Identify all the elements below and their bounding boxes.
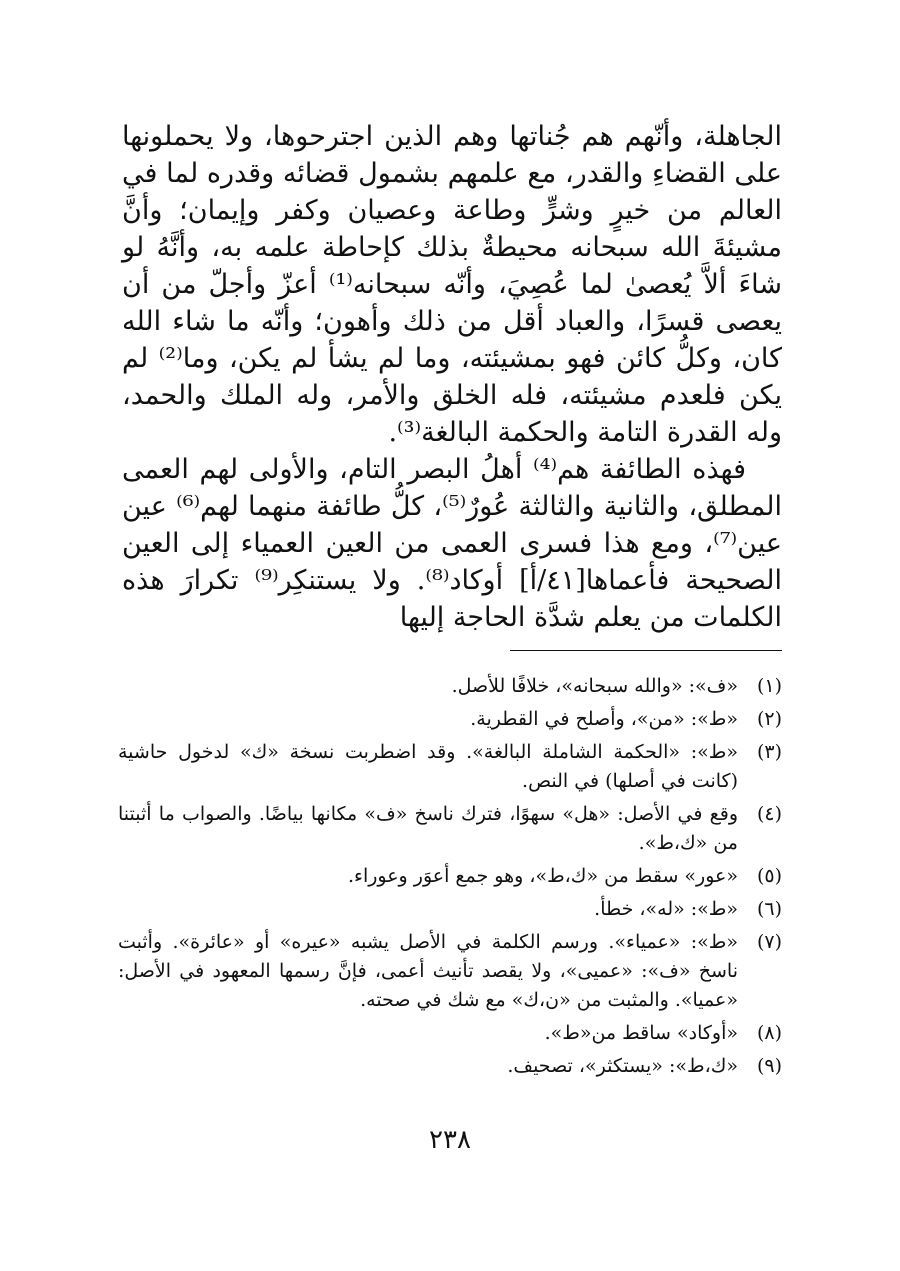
footnote-2 xyxy=(118,705,782,734)
footnote-text: «أوكاد» ساقط من«ط». xyxy=(544,1022,738,1044)
paragraph-1: الجاهلة، وأنّهم هم جُناتها وهم الذين اجترحوها، ولا يحملونها على القضاءِ والقدر، مع علمهم بشمول قضائه وقدره لما في العالم من خيرٍ وشرٍّ وطاعة وعصيان وكفر وإيمان؛ وأنَّ مشيئةَ الله سبحانه محيطةٌ بذلك كإحاطة علمه به، وأنَّهُ لو شاءَ ألاَّ يُعصىٰ لما عُصِيَ، وأنّه سبحانه⁽¹⁾ أعزّ وأجلّ من أن يعصى قسرًا، والعباد أقل من ذلك وأهون؛ وأنّه ما شاء الله كان، وكلُّ كائن فهو بمشيئته، وما لم يشأ لم يكن، وما⁽²⁾ لم يكن فلعدم مشيئته، فله الخلق والأمر، وله الملك والحمد، وله القدرة التامة والحكمة البالغة⁽³⁾. xyxy=(122,121,782,448)
footnote-number: (٦) xyxy=(756,898,782,920)
footnote-text: وقع في الأصل: «هل» سهوًا، فترك ناسخ «ف» مكانها بياضًا. والصواب ما أثبتنا من «ك،ط». xyxy=(118,803,738,854)
footnote-number: (٨) xyxy=(756,1022,782,1044)
footnote-text: «ط»: «الحكمة الشاملة البالغة». وقد اضطربت نسخة «ك» لدخول حاشية (كانت في أصلها) في النص. xyxy=(118,741,738,792)
footnote-divider xyxy=(510,650,782,651)
footnote-number: (٢) xyxy=(756,708,782,730)
footnote-number: (٥) xyxy=(756,865,782,887)
footnote-3 xyxy=(118,738,782,796)
footnote-text: «ط»: «له»، خطأ. xyxy=(594,898,738,920)
footnote-number: (٤) xyxy=(756,803,782,825)
footnote-number: (٩) xyxy=(756,1055,782,1077)
footnote-7 xyxy=(118,928,782,1015)
footnote-1 xyxy=(118,672,782,701)
footnote-text: «ط»: «من»، وأصلح في القطرية. xyxy=(470,708,738,730)
footnote-text: «عور» سقط من «ك،ط»، وهو جمع أعوَر وعوراء. xyxy=(347,865,738,887)
footnote-text: «ك،ط»: «يستكثر»، تصحيف. xyxy=(507,1055,738,1077)
footnote-9 xyxy=(118,1052,782,1081)
footnote-number: (٧) xyxy=(756,931,782,953)
footnote-5 xyxy=(118,862,782,891)
paragraph-2: فهذه الطائفة هم⁽⁴⁾ أهلُ البصر التام، والأولى لهم العمى المطلق، والثانية والثالثة عُورٌ⁽⁵⁾، كلُّ طائفة منهما لهم⁽⁶⁾ عين عين⁽⁷⁾، ومع هذا فسرى العمى من العين العمياء إلى العين الصحيحة فأعماها[٤١/أ] أوكاد⁽⁸⁾. ولا يستنكِر⁽⁹⁾ تكرارَ هذه الكلمات من يعلم شدَّة الحاجة إليها xyxy=(122,454,782,633)
main-text-body xyxy=(122,118,782,636)
footnote-text: «ف»: «والله سبحانه»، خلافًا للأصل. xyxy=(451,675,738,697)
footnotes-list xyxy=(118,672,782,1085)
footnote-text: «ط»: «عمياء». ورسم الكلمة في الأصل يشبه «عيره» أو «عائرة». وأثبت ناسخ «ف»: «عميى»، ولا يقصد تأنيث أعمى، فإنَّ رسمها المعهود في الأصل: «عميا». والمثبت من «ن،ك» مع شك في صحته. xyxy=(118,931,738,1011)
footnote-4 xyxy=(118,800,782,858)
footnote-8 xyxy=(118,1019,782,1048)
footnote-6 xyxy=(118,895,782,924)
page-number: ٢٣٨ xyxy=(429,1125,471,1155)
footnote-number: (١) xyxy=(756,675,782,697)
footnote-number: (٣) xyxy=(756,741,782,763)
